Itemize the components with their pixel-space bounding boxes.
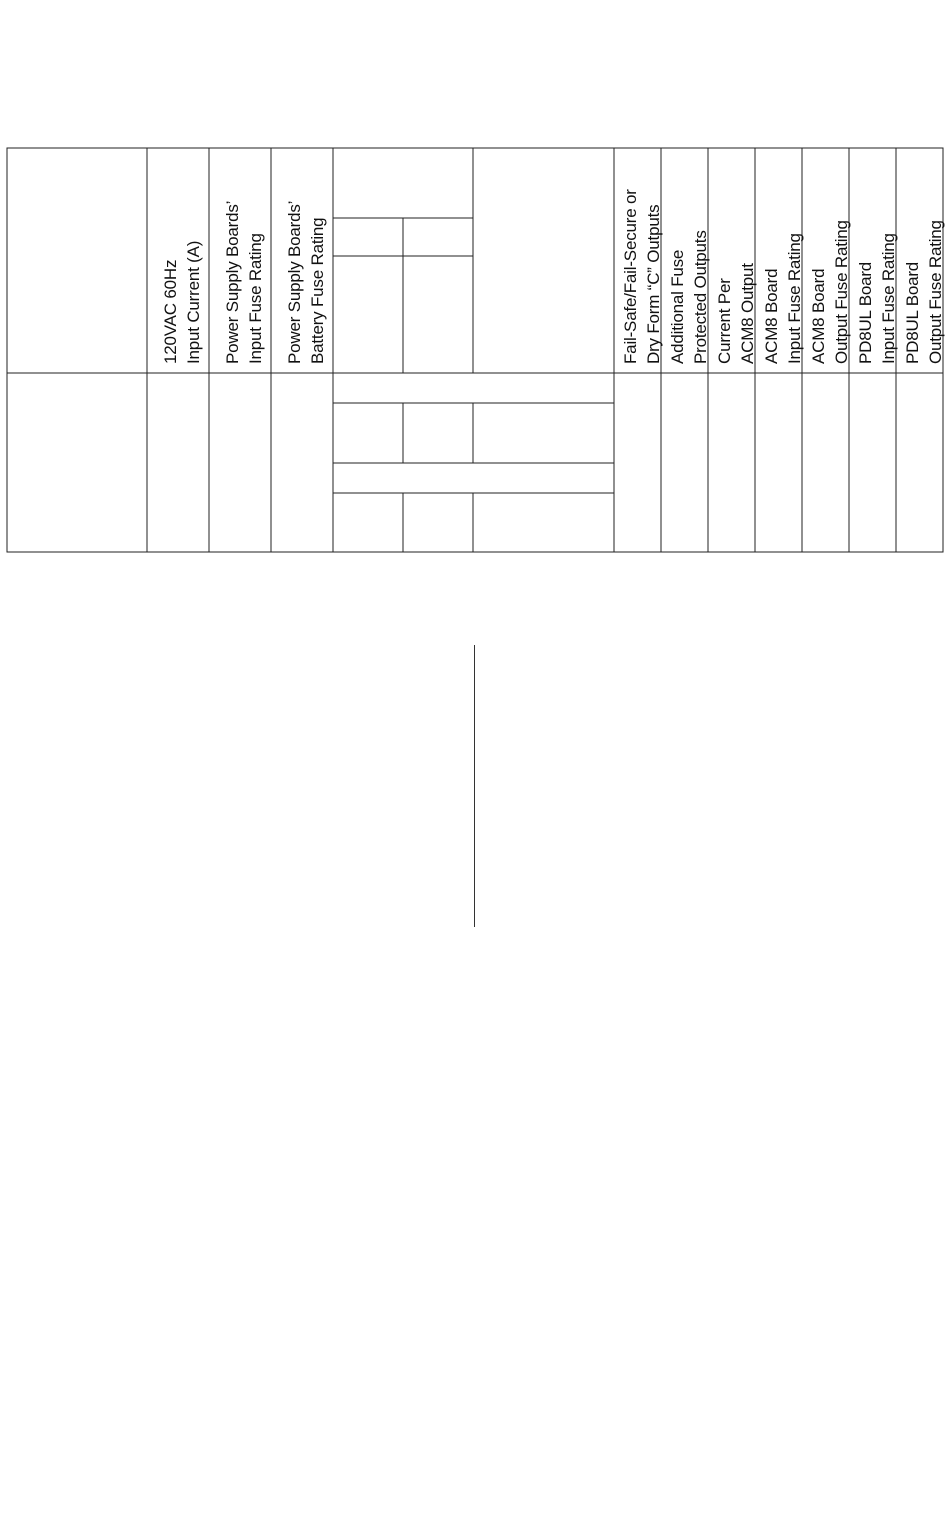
header-line: Input Fuse Rating xyxy=(785,233,804,364)
column-divider xyxy=(474,645,475,927)
header-line: Current Per xyxy=(715,278,734,364)
header-line: Additional Fuse xyxy=(668,249,687,364)
header-outputs-type xyxy=(619,189,665,364)
header-input-current xyxy=(159,241,205,364)
header-pd8ul-input-fuse xyxy=(854,233,900,364)
header-line: Input Fuse Rating xyxy=(879,233,898,364)
header-acm8-output-fuse xyxy=(807,220,853,364)
header-line: ACM8 Output xyxy=(738,263,757,364)
header-line: PD8UL Board xyxy=(903,261,922,364)
header-line: Protected Outputs xyxy=(691,230,710,364)
header-psu-battery-fuse xyxy=(283,201,329,364)
header-line: Fail-Safe/Fail-Secure or xyxy=(621,189,640,364)
header-line: Battery Fuse Rating xyxy=(308,217,327,364)
header-line: Input Current (A) xyxy=(184,240,203,364)
header-line: Dry Form “C” Outputs xyxy=(644,204,663,364)
header-line: Output Fuse Rating xyxy=(832,220,851,364)
header-line: PD8UL Board xyxy=(856,261,875,364)
header-pd8ul-output-fuse xyxy=(901,220,947,364)
header-line: Power Supply Boards’ xyxy=(285,200,304,364)
header-current-per-acm8 xyxy=(713,263,759,364)
header-psu-input-fuse xyxy=(221,201,267,364)
header-line: ACM8 Board xyxy=(762,268,781,364)
header-line: Power Supply Boards’ xyxy=(223,200,242,364)
header-additional-fuse xyxy=(666,230,712,364)
header-line: Input Fuse Rating xyxy=(246,233,265,364)
header-line: ACM8 Board xyxy=(809,268,828,364)
header-acm8-input-fuse xyxy=(760,233,806,364)
header-line: Output Fuse Rating xyxy=(926,220,945,364)
header-line: 120VAC 60Hz xyxy=(161,259,180,364)
